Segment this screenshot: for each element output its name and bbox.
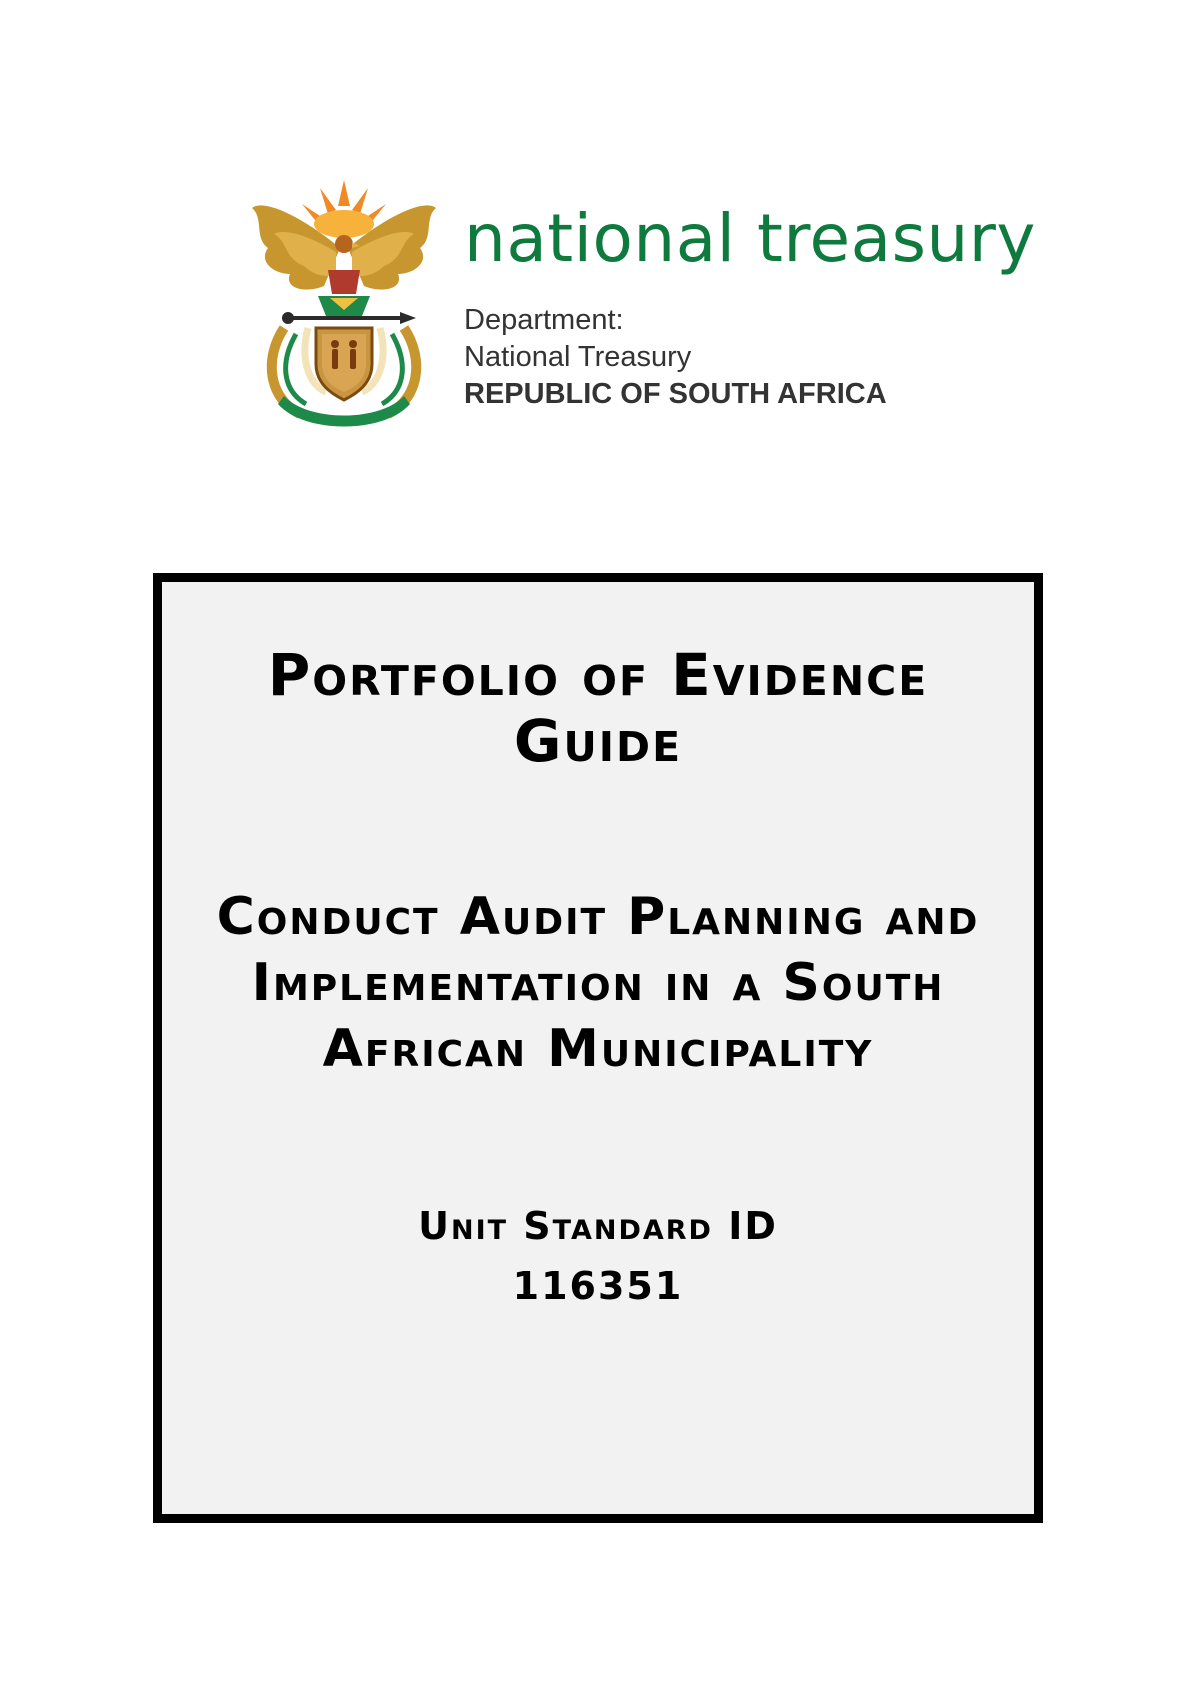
title-line-2: Guide <box>513 707 683 775</box>
document-title <box>162 642 1034 774</box>
subject-line-2: Implementation in a South <box>251 953 945 1013</box>
department-info <box>464 302 1036 413</box>
brand-block <box>464 200 1036 413</box>
unit-standard-id: 116351 <box>512 1264 684 1308</box>
subject-title <box>162 884 1034 1082</box>
dept-label: Department: <box>464 304 624 336</box>
unit-standard-label: Unit Standard ID <box>418 1204 778 1248</box>
subject-line-3: African Municipality <box>322 1019 874 1079</box>
coat-of-arms-icon <box>244 178 444 434</box>
country-name: REPUBLIC OF SOUTH AFRICA <box>464 378 887 410</box>
unit-standard <box>162 1196 1034 1316</box>
subject-line-1: Conduct Audit Planning and <box>216 887 980 947</box>
brand-name: national treasury <box>464 200 1036 277</box>
cover-box <box>153 573 1043 1523</box>
dept-name: National Treasury <box>464 341 692 373</box>
title-line-1: Portfolio of Evidence <box>267 641 929 709</box>
header <box>244 178 1036 438</box>
